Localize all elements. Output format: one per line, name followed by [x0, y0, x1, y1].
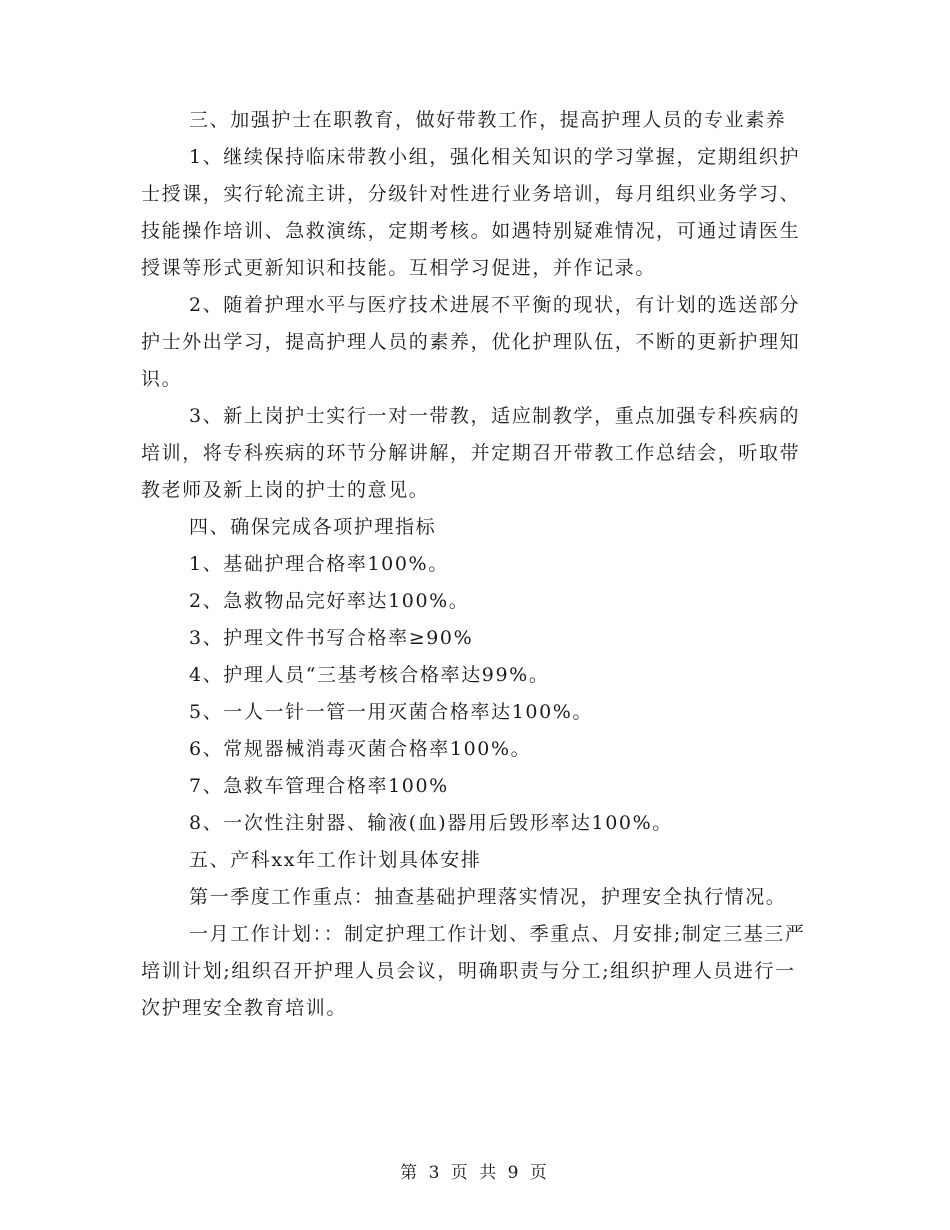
paragraph-item-3: 3、新上岗护士实行一对一带教，适应制教学，重点加强专科疾病的培训，将专科疾病的环节分解讲解，并定期召开带教工作总结会，听取带教老师及新上岗的护士的意见。	[141, 405, 801, 501]
indicator-item-4: 4、护理人员“三基考核合格率达99%。	[189, 664, 550, 686]
indicator-item-8: 8、一次性注射器、输液(血)器用后毁形率达100%。	[189, 812, 673, 834]
indicator-item-1: 1、基础护理合格率100%。	[189, 553, 449, 575]
indicator-item-7: 7、急救车管理合格率100%	[189, 775, 449, 797]
section-heading-5: 五、产科xx年工作计划具体安排	[189, 849, 482, 871]
paragraph-item-1: 1、继续保持临床带教小组，强化相关知识的学习掌握，定期组织护士授课，实行轮流主讲，分级针对性进行业务培训，每月组织业务学习、技能操作培训、急救演练，定期考核。如遇特别疑难情况，可通过请医生授课等形式更新知识和技能。互相学习促进，并作记录。	[141, 146, 801, 279]
indicator-item-2: 2、急救物品完好率达100%。	[189, 590, 470, 612]
indicator-item-6: 6、常规器械消毒灭菌合格率100%。	[189, 738, 532, 760]
section-heading-4: 四、确保完成各项护理指标	[189, 516, 437, 538]
indicator-item-5: 5、一人一针一管一用灭菌合格率达100%。	[189, 701, 594, 723]
paragraph-item-2: 2、随着护理水平与医疗技术进展不平衡的现状，有计划的选送部分护士外出学习，提高护理人员的素养，优化护理队伍，不断的更新护理知识。	[141, 294, 801, 390]
section-heading-3: 三、加强护士在职教育，做好带教工作，提高护理人员的专业素养	[189, 109, 787, 131]
january-plan-paragraph: 一月工作计划：：制定护理工作计划、季重点、月安排;制定三基三严培训计划;组织召开护理人员会议，明确职责与分工;组织护理人员进行一次护理安全教育培训。	[141, 923, 806, 1019]
page-number-footer: 第 3 页 共 9 页	[400, 1163, 550, 1183]
document-body	[141, 102, 809, 1027]
quarter-focus-paragraph: 第一季度工作重点：抽查基础护理落实情况，护理安全执行情况。	[189, 886, 787, 908]
indicator-item-3: 3、护理文件书写合格率≥90%	[189, 627, 474, 649]
